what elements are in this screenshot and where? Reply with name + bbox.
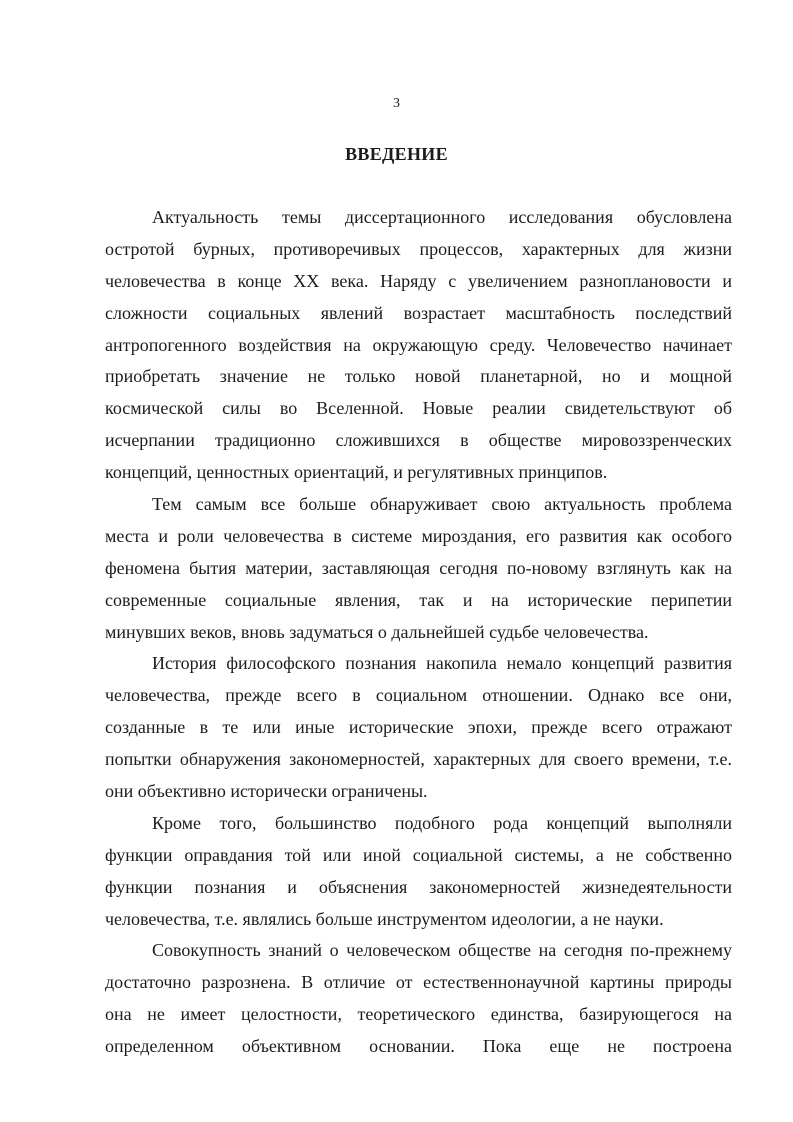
paragraph bbox=[105, 202, 732, 489]
text-line: функции познания и объяснения закономерностей жизнедеятельности bbox=[105, 876, 732, 897]
text-line: попытки обнаружения закономерностей, характерных для своего времени, т.е. bbox=[105, 749, 732, 770]
text-line: Совокупность знаний о человеческом обществе на сегодня по-прежнему bbox=[152, 940, 732, 961]
text-line: феномена бытия материи, заставляющая сегодня по-новому взглянуть как на bbox=[105, 557, 732, 578]
text-line: космической силы во Вселенной. Новые реалии свидетельствуют об bbox=[105, 398, 732, 419]
text-line: места и роли человечества в системе мироздания, его развития как особого bbox=[105, 525, 732, 546]
text-line: Кроме того, большинство подобного рода концепций выполняли bbox=[152, 812, 732, 833]
text-line: она не имеет целостности, теоретического единства, базирующегося на bbox=[105, 1004, 732, 1025]
text-line: остротой бурных, противоречивых процессов, характерных для жизни bbox=[105, 238, 732, 259]
text-line: созданные в те или иные исторические эпохи, прежде всего отражают bbox=[105, 717, 732, 738]
section-title: ВВЕДЕНИЕ bbox=[345, 144, 448, 164]
text-line: сложности социальных явлений возрастает масштабность последствий bbox=[105, 302, 732, 323]
text-line: приобретать значение не только новой планетарной, но и мощной bbox=[105, 366, 732, 387]
text-line: минувших веков, вновь задуматься о дальнейшей судьбе человечества. bbox=[105, 621, 649, 642]
text-line: концепций, ценностных ориентаций, и регулятивных принципов. bbox=[105, 462, 608, 483]
text-line: достаточно разрознена. В отличие от естественнонаучной картины природы bbox=[105, 972, 732, 993]
page-number: 3 bbox=[393, 96, 400, 111]
text-line: они объективно исторически ограничены. bbox=[105, 781, 428, 802]
body-text bbox=[105, 202, 732, 1063]
text-line: человечества, т.е. являлись больше инструментом идеологии, а не науки. bbox=[105, 908, 664, 929]
text-line: Тем самым все больше обнаруживает свою актуальность проблема bbox=[152, 494, 732, 515]
paragraph bbox=[105, 489, 732, 648]
paragraph bbox=[105, 808, 732, 936]
text-line: человечества, прежде всего в социальном отношении. Однако все они, bbox=[105, 685, 732, 706]
paragraph bbox=[105, 648, 732, 807]
text-line: исчерпании традиционно сложившихся в обществе мировоззренческих bbox=[105, 430, 732, 451]
text-line: определенном объективном основании. Пока еще не построена bbox=[105, 1036, 732, 1057]
paragraph bbox=[105, 935, 732, 1063]
text-line: История философского познания накопила немало концепций развития bbox=[152, 653, 732, 674]
text-line: Актуальность темы диссертационного исследования обусловлена bbox=[152, 207, 732, 227]
text-line: человечества в конце XX века. Наряду с увеличением разноплановости и bbox=[105, 270, 732, 291]
text-line: антропогенного воздействия на окружающую среду. Человечество начинает bbox=[105, 334, 732, 355]
text-line: функции оправдания той или иной социальной системы, а не собственно bbox=[105, 844, 732, 865]
text-line: современные социальные явления, так и на исторические перипетии bbox=[105, 589, 732, 610]
